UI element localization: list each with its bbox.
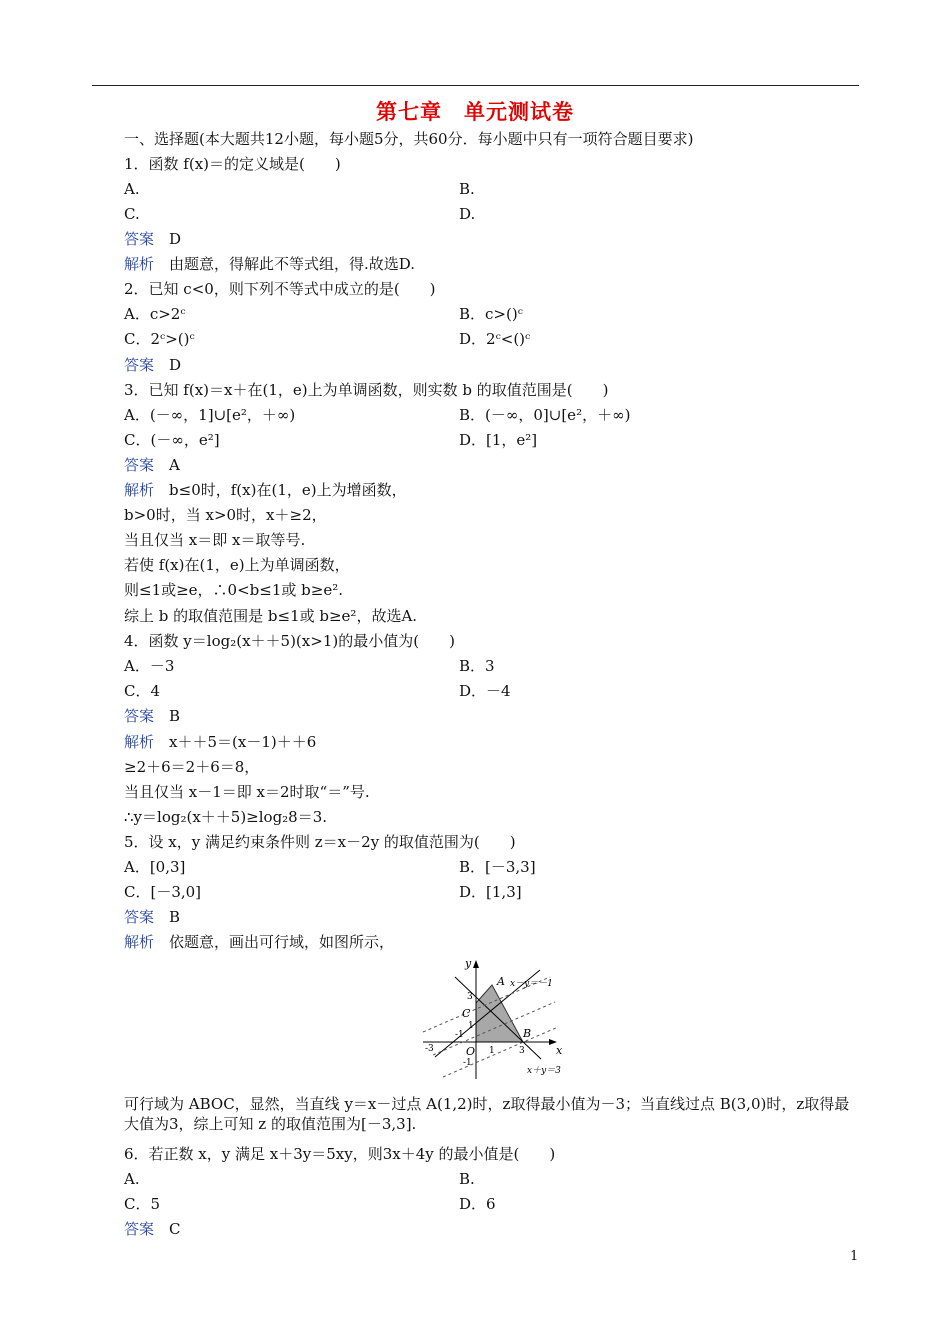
q1-analysis [124, 254, 415, 274]
tick-label: 3 [467, 992, 473, 1002]
q3-stem: 3．已知 f(x)＝x＋在(1，e)上为单调函数，则实数 b 的取值范围是( ) [124, 381, 609, 399]
point-c-label: C [462, 1007, 471, 1020]
q3-option-c: C．(－∞，e²] [124, 431, 220, 449]
q1-analysis-text: 由题意，得解此不等式组，得.故选D. [169, 255, 416, 273]
q4-option-a: A．－3 [124, 657, 175, 675]
q5-option-c: C．[－3,0] [124, 883, 202, 901]
answer-label: 答案 [124, 707, 155, 725]
q4-analysis-line [124, 732, 316, 752]
q1-option-c: C. [124, 205, 140, 223]
q3-analysis-line [124, 480, 407, 500]
q2-answer-value: D [169, 356, 182, 374]
q1-stem: 1．函数 f(x)＝的定义域是( ) [124, 155, 341, 173]
q3-analysis-line: b>0时，当 x>0时，x＋≥2， [124, 506, 327, 524]
q6-option-b: B. [459, 1170, 475, 1188]
q3-option-b: B．(－∞，0]∪[e²，＋∞) [459, 406, 631, 424]
q1-answer-value: D [169, 230, 182, 248]
q4-option-d: D．－4 [459, 682, 511, 700]
feasible-region-figure [415, 955, 575, 1085]
q4-analysis-line: 当且仅当 x－1＝即 x＝2时取“＝”号. [124, 783, 370, 801]
q2-answer [124, 355, 181, 375]
q5-option-b: B．[－3,3] [459, 858, 536, 876]
x-axis-label: x [556, 1044, 563, 1057]
q4-answer [124, 706, 180, 726]
q2-option-c: C．2ᶜ>()ᶜ [124, 330, 195, 348]
y-axis-label: y [465, 957, 472, 970]
line1-label: x－y＝－1 [510, 979, 553, 989]
y-axis-arrow [473, 960, 479, 968]
q4-stem: 4．函数 y＝log₂(x＋＋5)(x>1)的最小值为( ) [124, 632, 455, 650]
q4-analysis-line: ≥2＋6＝2＋6＝8， [124, 758, 260, 776]
q3-answer [124, 455, 180, 475]
q1-option-b: B. [459, 180, 475, 198]
q5-option-a: A．[0,3] [124, 858, 186, 876]
q3-analysis-line: 若使 f(x)在(1，e)上为单调函数， [124, 556, 350, 574]
page-title: 第七章 单元测试卷 [376, 100, 574, 124]
tick-label: 1 [489, 1046, 495, 1056]
q6-option-d: D．6 [459, 1195, 496, 1213]
q3-analysis-line: 综上 b 的取值范围是 b≤1或 b≥e²，故选A. [124, 607, 418, 625]
q2-option-a: A．c>2ᶜ [124, 305, 186, 323]
origin-label: O [466, 1045, 476, 1058]
q2-option-b: B．c>()ᶜ [459, 305, 523, 323]
q6-answer [124, 1219, 181, 1239]
analysis-label: 解析 [124, 733, 155, 751]
tick-label: 3 [519, 1046, 525, 1056]
q6-option-c: C．5 [124, 1195, 161, 1213]
q2-stem: 2．已知 c<0，则下列不等式中成立的是( ) [124, 280, 436, 298]
q6-stem: 6．若正数 x，y 满足 x＋3y＝5xy，则3x＋4y 的最小值是( ) [124, 1145, 556, 1163]
q4-option-c: C．4 [124, 682, 161, 700]
q4-option-b: B．3 [459, 657, 495, 675]
q4-answer-value: B [169, 707, 181, 725]
q6-answer-value: C [169, 1220, 181, 1238]
q3-option-a: A．(－∞，1]∪[e²，＋∞) [124, 406, 296, 424]
q5-answer [124, 907, 180, 927]
answer-label: 答案 [124, 230, 155, 248]
answer-label: 答案 [124, 356, 155, 374]
answer-label: 答案 [124, 1220, 155, 1238]
q1-option-a: A. [124, 180, 140, 198]
q5-analysis-text: 依题意，画出可行域，如图所示， [169, 933, 395, 951]
q3-analysis-text: b≤0时，f(x)在(1，e)上为增函数， [169, 481, 407, 499]
answer-label: 答案 [124, 908, 155, 926]
analysis-label: 解析 [124, 255, 155, 273]
point-a-label: A [497, 975, 505, 988]
tick-label: 1 [468, 1021, 474, 1031]
q3-analysis-line: 当且仅当 x＝即 x＝取等号. [124, 531, 306, 549]
q4-analysis-text: x＋＋5＝(x－1)＋＋6 [169, 733, 317, 751]
q4-analysis-line: ∴y＝log₂(x＋＋5)≥log₂8＝3. [124, 808, 328, 826]
q5-option-d: D．[1,3] [459, 883, 522, 901]
line2-label: x＋y＝3 [527, 1066, 561, 1076]
q6-option-a: A. [124, 1170, 140, 1188]
tick-label: -1 [463, 1058, 472, 1068]
q5-analysis [124, 932, 394, 952]
analysis-label: 解析 [124, 933, 155, 951]
q5-answer-value: B [169, 908, 181, 926]
q1-option-d: D. [459, 205, 476, 223]
q2-option-d: D．2ᶜ<()ᶜ [459, 330, 531, 348]
section-heading: 一、选择题(本大题共12小题，每小题5分，共60分．每小题中只有一项符合题目要求) [124, 130, 694, 148]
answer-label: 答案 [124, 456, 155, 474]
q5-conclusion: 可行域为 ABOC，显然，当直线 y＝x－过点 A(1,2)时，z取得最小值为－3；当直线过点 B(3,0)时，z取得最大值为3，综上可知 z 的取值范围为[－3,3]. [124, 1095, 850, 1133]
header-rule [92, 85, 859, 86]
analysis-label: 解析 [124, 481, 155, 499]
q1-answer [124, 229, 181, 249]
tick-label: -1 [455, 1030, 464, 1040]
q3-analysis-line: 则≤1或≥e，∴0<b≤1或 b≥e². [124, 581, 343, 599]
page-number: 1 [850, 1249, 859, 1264]
q5-stem: 5．设 x，y 满足约束条件则 z＝x－2y 的取值范围为( ) [124, 833, 516, 851]
q3-answer-value: A [169, 456, 180, 474]
q3-option-d: D．[1，e²] [459, 431, 538, 449]
tick-label: -3 [425, 1044, 434, 1054]
point-b-label: B [523, 1027, 532, 1040]
